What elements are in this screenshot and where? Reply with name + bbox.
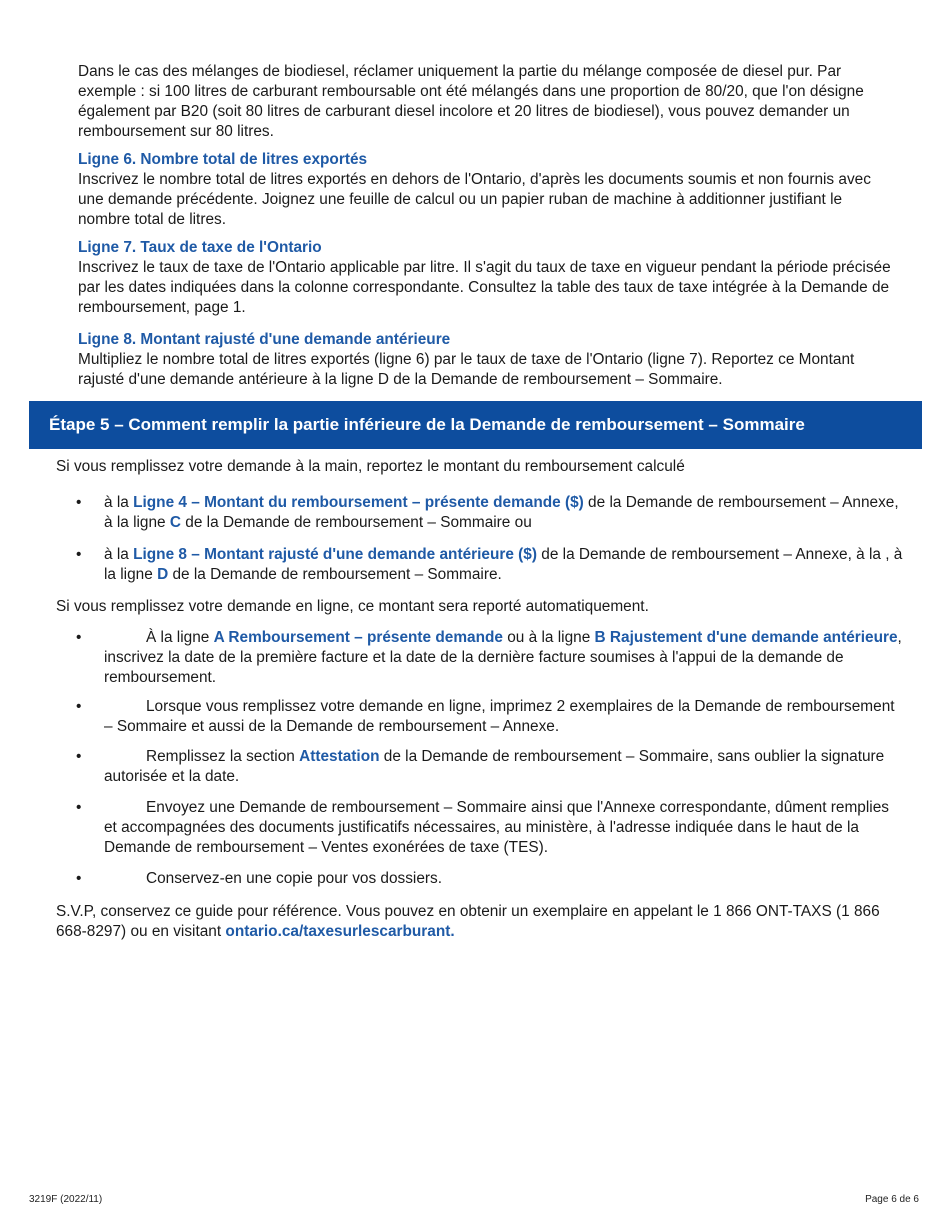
bullet-marker: • [76,698,82,715]
line-8-body: Multipliez le nombre total de litres exportés (ligne 6) par le taux de taxe de l'Ontario (ligne 7). Reportez ce Montant rajusté d'une demande antérieure à la ligne D de la Demande de remboursement – Sommaire. [78,351,855,388]
rajustement-ref: B Rajustement d'une demande antérieure [594,629,898,646]
ligne-8-ref: Ligne 8 – Montant rajusté d'une demande antérieure ($) [133,546,537,563]
ligne-c-ref: C [169,514,182,531]
bullet-marker: • [76,629,82,646]
ligne-4-ref: Ligne 4 – Montant du remboursement – présente demande ($) [133,494,584,511]
line-6-heading: Ligne 6. Nombre total de litres exportés [78,151,368,168]
step-5-banner: Étape 5 – Comment remplir la partie inférieure de la Demande de remboursement – Sommaire [29,401,922,449]
remboursement-ref: A Remboursement – présente demande [213,629,503,646]
attestation-ref: Attestation [299,748,380,765]
closing-paragraph: S.V.P, conservez ce guide pour référence. Vous pouvez en obtenir un exemplaire en appelant le 1 866 ONT-TAXS (1 866 668-8297) ou en visitant ontario.ca/taxesurlescarburant. [56,903,880,940]
bullet-marker: • [76,870,82,887]
line-7-body: Inscrivez le taux de taxe de l'Ontario applicable par litre. Il s'agit du taux de taxe en vigueur pendant la période précisée par les dates indiquées dans la colonne correspondante. Consultez la table des taux de taxe intégrée à la Demande de remboursement, page 1. [78,259,891,316]
online-bullet-1: • À la ligne A Remboursement – présente demande ou à la ligne B Rajustement d'une demande antérieure, inscrivez la date de la première facture et la date de la dernière facture soumises à l'appui de la demande de remboursement. [76,629,902,686]
bullet-marker: • [76,494,82,511]
manual-bullet-2: • à la Ligne 8 – Montant rajusté d'une demande antérieure ($) de la Demande de remboursement – Annexe, à la , à la ligne D de la Demande de remboursement – Sommaire. [76,546,903,583]
bullet-marker: • [76,799,82,816]
line-7-heading: Ligne 7. Taux de taxe de l'Ontario [78,239,322,256]
form-number: 3219F (2022/11) [29,1194,103,1205]
online-bullet-4: • Envoyez une Demande de remboursement – Sommaire ainsi que l'Annexe correspondante, dûment remplies et accompagnées des documents justificatifs nécessaires, au ministère, à l'adresse indiquée dans le haut de la Demande de remboursement – Ventes exonérées de taxe (TES). [76,799,889,856]
ligne-d-ref: D [157,566,169,583]
page-number: Page 6 de 6 [865,1194,919,1205]
online-bullet-5: • Conservez-en une copie pour vos dossiers. [76,870,442,887]
online-intro: Si vous remplissez votre demande en ligne, ce montant sera reporté automatiquement. [56,598,649,615]
online-bullet-2: • Lorsque vous remplissez votre demande en ligne, imprimez 2 exemplaires de la Demande de remboursement – Sommaire et aussi de la Demande de remboursement – Annexe. [76,698,895,735]
line-8-heading: Ligne 8. Montant rajusté d'une demande antérieure [78,331,451,348]
manual-intro: Si vous remplissez votre demande à la main, reportez le montant du remboursement calculé [56,458,685,475]
biodiesel-paragraph: Dans le cas des mélanges de biodiesel, réclamer uniquement la partie du mélange composée de diesel pur. Par exemple : si 100 litres de carburant remboursable ont été mélangés dans une proportion de 80/20, que l'on désigne également par B20 (soit 80 litres de carburant diesel incolore et 20 litres de biodiesel), vous pouvez demander un remboursement sur 80 litres. [78,63,864,140]
guide-instructions-top [78,62,898,390]
online-bullet-3: • Remplissez la section Attestation de la Demande de remboursement – Sommaire, sans oublier la signature autorisée et la date. [76,748,885,785]
line-6-body: Inscrivez le nombre total de litres exportés en dehors de l'Ontario, d'après les documents soumis et non fournis avec une demande précédente. Joignez une feuille de calcul ou un papier ruban de machine à additionner justifiant le nombre total de litres. [78,171,871,228]
ontario-website-link[interactable]: ontario.ca/taxesurlescarburant. [225,923,455,940]
bullet-marker: • [76,546,82,563]
manual-bullet-1: • à la Ligne 4 – Montant du remboursement – présente demande ($) de la Demande de remboursement – Annexe, à la ligne C de la Demande de remboursement – Sommaire ou [76,494,899,531]
bullet-marker: • [76,748,82,765]
